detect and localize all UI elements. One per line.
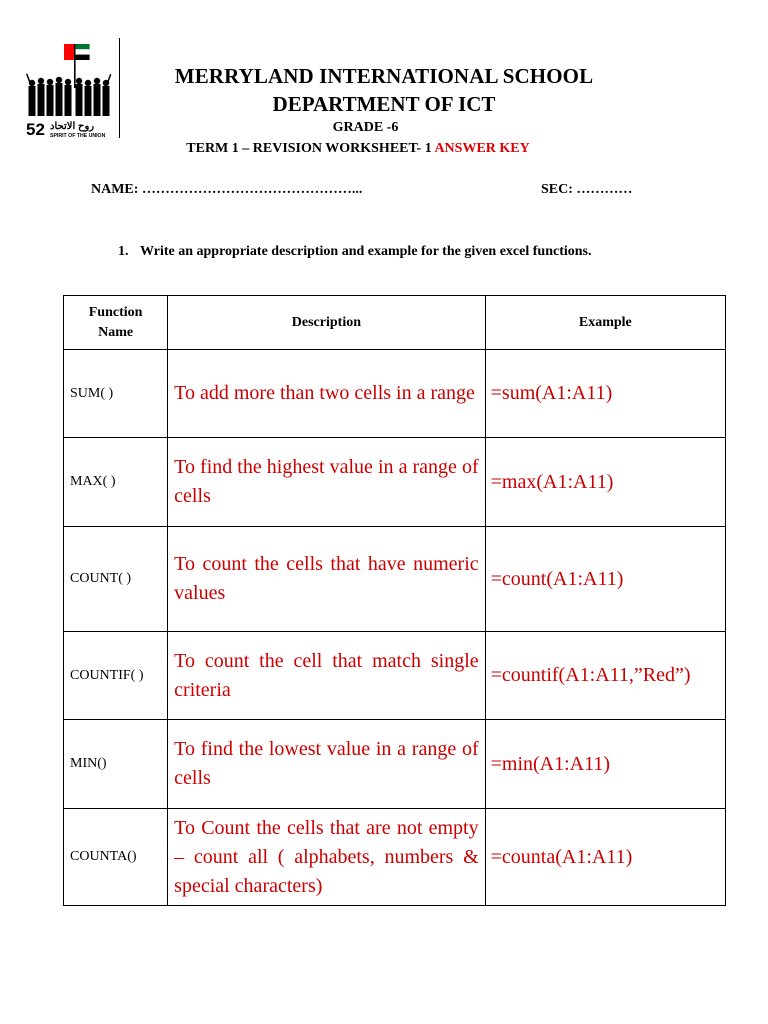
- functions-table: [63, 295, 726, 906]
- table-row: [64, 720, 726, 809]
- description-cell: To count the cells that have numeric values: [168, 527, 485, 632]
- table-row: [64, 527, 726, 632]
- logo-number: 52: [26, 120, 45, 138]
- example-cell: =count(A1:A11): [485, 527, 725, 632]
- description-cell: To add more than two cells in a range: [168, 350, 485, 438]
- question-1: [118, 244, 591, 260]
- flag-black-stripe: [76, 55, 90, 60]
- example-cell: =sum(A1:A11): [485, 350, 725, 438]
- school-name: MERRYLAND INTERNATIONAL SCHOOL: [174, 64, 594, 88]
- description-cell: To find the highest value in a range of cells: [168, 438, 485, 527]
- example-cell: =max(A1:A11): [485, 438, 725, 527]
- header-function-name: [64, 296, 168, 350]
- table-header-row: [64, 296, 726, 350]
- description-cell: To Count the cells that are not empty – count all ( alphabets, numbers & special characters): [168, 809, 485, 906]
- name-field: NAME: ………………………………………...: [91, 182, 363, 197]
- function-name-cell: MIN(): [64, 720, 168, 809]
- logo-caption: SPIRIT OF THE UNION: [50, 133, 106, 138]
- flag-white-stripe: [76, 49, 90, 54]
- flag-green-stripe: [76, 44, 90, 49]
- function-name-cell: SUM( ): [64, 350, 168, 438]
- flag-hoist: [64, 44, 74, 60]
- header-description: Description: [168, 296, 485, 350]
- table-row: [64, 438, 726, 527]
- header-function-line1: Function: [88, 304, 143, 320]
- function-name-cell: COUNT( ): [64, 527, 168, 632]
- function-name-cell: COUNTA(): [64, 809, 168, 906]
- function-name-cell: MAX( ): [64, 438, 168, 527]
- department-title: DEPARTMENT OF ICT: [272, 92, 496, 116]
- grade-label: GRADE -6: [332, 120, 399, 135]
- worksheet-title: [0, 141, 716, 157]
- question-text: Write an appropriate description and example for the given excel functions.: [140, 244, 592, 259]
- description-cell: To find the lowest value in a range of cells: [168, 720, 485, 809]
- description-cell: To count the cell that match single criteria: [168, 632, 485, 720]
- term-title: TERM 1 – REVISION WORKSHEET- 1: [186, 141, 435, 156]
- header-function-line2: Name: [98, 324, 134, 340]
- table-row: [64, 632, 726, 720]
- function-name-cell: COUNTIF( ): [64, 632, 168, 720]
- table-row: [64, 350, 726, 438]
- logo-arabic: روح الاتحاد: [50, 121, 95, 132]
- header-example: Example: [485, 296, 725, 350]
- example-cell: =countif(A1:A11,”Red”): [485, 632, 725, 720]
- answer-key-label: ANSWER KEY: [434, 141, 530, 156]
- table-row: [64, 809, 726, 906]
- section-field: SEC: …………: [541, 182, 633, 197]
- question-number: 1.: [118, 244, 129, 259]
- example-cell: =min(A1:A11): [485, 720, 725, 809]
- example-cell: =counta(A1:A11): [485, 809, 725, 906]
